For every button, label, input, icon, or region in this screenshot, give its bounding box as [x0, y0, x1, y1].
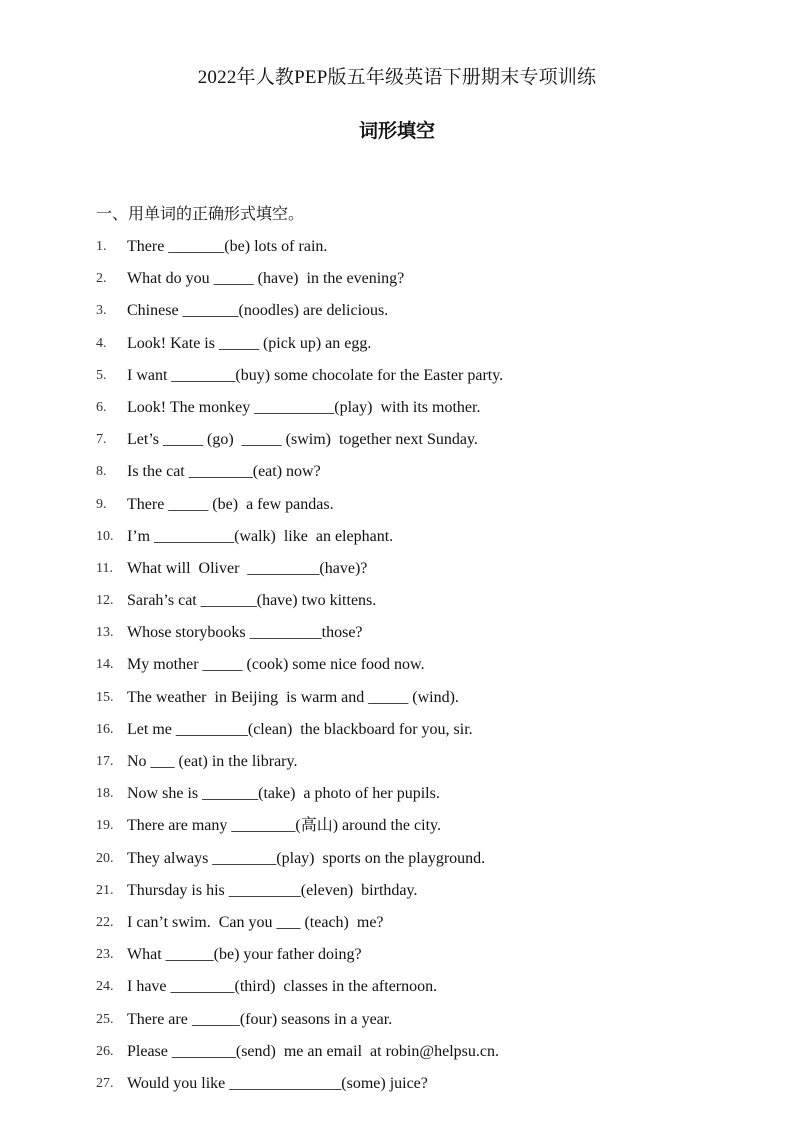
exercise-item: [0, 268, 794, 300]
item-number: 25.: [96, 1011, 114, 1027]
exercise-item: [0, 880, 794, 912]
exercise-item: [0, 687, 794, 719]
exercise-item: [0, 622, 794, 654]
exercise-list: [0, 236, 794, 1105]
item-number: 14.: [96, 657, 114, 673]
item-text: They always ________(play) sports on the playground.: [127, 849, 486, 867]
exercise-item: [0, 1073, 794, 1105]
item-text: There _____ (be) a few pandas.: [127, 495, 334, 513]
page-subtitle: 词形填空: [358, 120, 435, 142]
item-number: 2.: [96, 271, 107, 287]
item-number: 15.: [96, 689, 114, 705]
item-number: 26.: [96, 1043, 114, 1059]
item-number: 10.: [96, 528, 114, 544]
exercise-item: [0, 236, 794, 268]
item-text: My mother _____ (cook) some nice food now.: [127, 656, 425, 674]
exercise-item: [0, 397, 794, 429]
exercise-item: [0, 783, 794, 815]
item-number: 5.: [96, 367, 107, 383]
exercise-item: [0, 976, 794, 1008]
item-number: 20.: [96, 850, 114, 866]
item-number: 11.: [96, 560, 113, 576]
item-text: Chinese _______(noodles) are delicious.: [127, 302, 389, 320]
page-title: 2022年人教PEP版五年级英语下册期末专项训练: [197, 67, 597, 88]
item-text: Sarah’s cat _______(have) two kittens.: [127, 592, 377, 610]
item-text: Would you like ______________(some) juice?: [127, 1074, 428, 1092]
exercise-item: [0, 494, 794, 526]
item-number: 12.: [96, 593, 114, 609]
item-number: 8.: [96, 464, 107, 480]
exercise-item: [0, 461, 794, 493]
item-text: What do you _____ (have) in the evening?: [127, 270, 405, 288]
item-number: 4.: [96, 335, 107, 351]
item-number: 1.: [96, 239, 107, 254]
item-text: I have ________(third) classes in the afternoon.: [127, 978, 438, 996]
item-number: 7.: [96, 432, 107, 448]
exercise-item: [0, 429, 794, 461]
item-number: 6.: [96, 399, 107, 415]
exercise-item: [0, 526, 794, 558]
exercise-item: [0, 558, 794, 590]
exercise-item: [0, 333, 794, 365]
item-text: Let’s _____ (go) _____ (swim) together next Sunday.: [127, 431, 478, 449]
item-text: There are many ________(高山) around the city.: [127, 817, 441, 835]
item-text: What ______(be) your father doing?: [127, 946, 362, 964]
item-text: Whose storybooks _________those?: [127, 624, 363, 642]
exercise-item: [0, 1041, 794, 1073]
item-text: I want ________(buy) some chocolate for the Easter party.: [127, 366, 504, 384]
item-number: 19.: [96, 818, 114, 834]
item-number: 18.: [96, 786, 114, 802]
exercise-item: [0, 912, 794, 944]
item-text: Now she is _______(take) a photo of her pupils.: [127, 785, 440, 803]
item-text: There _______(be) lots of rain.: [127, 238, 328, 255]
item-number: 21.: [96, 882, 114, 898]
item-text: Please ________(send) me an email at robin@helpsu.cn.: [127, 1042, 499, 1060]
exercise-item: [0, 590, 794, 622]
item-text: The weather in Beijing is warm and _____ (wind).: [127, 688, 459, 706]
item-text: What will Oliver _________(have)?: [127, 559, 368, 577]
item-text: Is the cat ________(eat) now?: [127, 463, 321, 481]
exercise-item: [0, 654, 794, 686]
item-number: 3.: [96, 303, 107, 319]
exercise-item: [0, 365, 794, 397]
item-text: Look! The monkey __________(play) with its mother.: [127, 398, 481, 416]
item-number: 9.: [96, 496, 107, 512]
item-text: I can’t swim. Can you ___ (teach) me?: [127, 913, 384, 931]
item-text: Thursday is his _________(eleven) birthday.: [127, 881, 418, 899]
item-number: 23.: [96, 947, 114, 963]
exercise-item: [0, 1009, 794, 1041]
exercise-item: [0, 944, 794, 976]
item-number: 16.: [96, 721, 114, 737]
exercise-item: [0, 815, 794, 847]
item-text: I’m __________(walk) like an elephant.: [127, 527, 394, 545]
exercise-item: [0, 848, 794, 880]
item-number: 27.: [96, 1075, 114, 1091]
item-number: 17.: [96, 754, 114, 769]
exercise-item: [0, 300, 794, 332]
item-number: 22.: [96, 914, 114, 930]
section-instruction: 一、用单词的正确形式填空。: [96, 204, 305, 223]
item-text: No ___ (eat) in the library.: [127, 753, 298, 770]
exercise-item: [0, 719, 794, 751]
item-text: There are ______(four) seasons in a year.: [127, 1010, 393, 1028]
item-number: 24.: [96, 979, 114, 995]
exercise-item: [0, 751, 794, 783]
item-text: Look! Kate is _____ (pick up) an egg.: [127, 334, 372, 352]
item-text: Let me _________(clean) the blackboard for you, sir.: [127, 720, 473, 738]
item-number: 13.: [96, 625, 114, 641]
